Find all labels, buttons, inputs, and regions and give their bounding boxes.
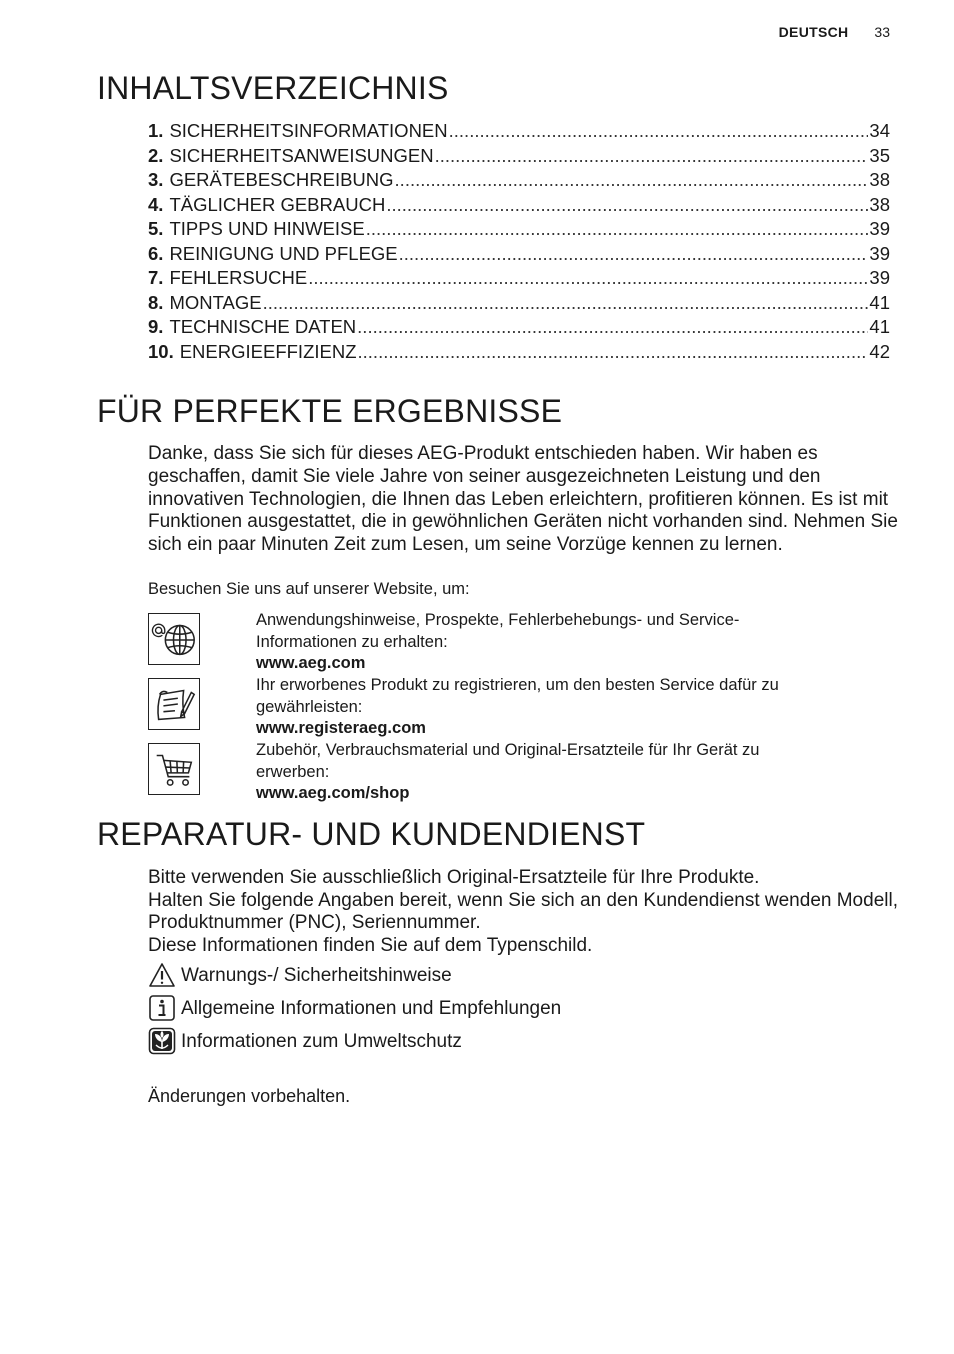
- changes-note: Änderungen vorbehalten.: [148, 1086, 351, 1106]
- toc-item-page: 38: [869, 169, 890, 190]
- info-icon: [148, 994, 176, 1022]
- register-website-link[interactable]: www.registeraeg.com: [256, 719, 426, 738]
- toc-item-page: 42: [869, 340, 890, 362]
- legend-label: Informationen zum Umweltschutz: [181, 1031, 462, 1052]
- toc-item-title: ENERGIEEFFIZIENZ: [179, 340, 357, 362]
- toc-item[interactable]: [148, 218, 890, 243]
- toc-item[interactable]: [148, 145, 890, 170]
- service-heading: REPARATUR- UND KUNDENDIENST: [97, 816, 646, 852]
- toc-item-title: TIPPS UND HINWEISE: [169, 218, 365, 239]
- toc-leader-dots: [449, 120, 869, 142]
- toc-item-number: 1.: [148, 120, 164, 141]
- toc-leader-dots: [357, 316, 868, 338]
- service-line: Diese Informationen finden Sie auf dem Typenschild.: [148, 934, 593, 956]
- toc-item[interactable]: [148, 243, 890, 268]
- legend-label: Allgemeine Informationen und Empfehlungen: [181, 998, 562, 1019]
- toc-item-number: 6.: [148, 242, 164, 264]
- warning-triangle-icon: [148, 961, 176, 989]
- toc-leader-dots: [435, 145, 869, 167]
- toc-item-title: SICHERHEITSANWEISUNGEN: [169, 144, 434, 166]
- toc-item-number: 4.: [148, 193, 164, 215]
- toc-leader-dots: [386, 194, 868, 216]
- toc-item-page: 38: [869, 193, 890, 215]
- web-link-description: Zubehör, Verbrauchsmaterial und Original-Ersatzteile für Ihr Gerät zu erwerben:: [256, 741, 760, 781]
- toc-item-title: TÄGLICHER GEBRAUCH: [169, 193, 386, 215]
- page-number: 33: [874, 24, 890, 40]
- visit-label: Besuchen Sie uns auf unserer Website, um:: [148, 580, 470, 598]
- toc-item-page: 34: [869, 120, 890, 141]
- toc-item-page: 39: [869, 267, 890, 288]
- globe-at-icon: [148, 613, 200, 665]
- web-link-text-block: [256, 675, 836, 740]
- toc-item-title: GERÄTEBESCHREIBUNG: [169, 169, 394, 190]
- web-link-item: [148, 678, 848, 740]
- legend-label: Warnungs-/ Sicherheitshinweise: [181, 965, 452, 986]
- toc-item-page: 41: [869, 291, 890, 313]
- toc-item[interactable]: [148, 120, 890, 145]
- service-line: Halten Sie folgende Angaben bereit, wenn Sie sich an den Kundendienst wenden Modell, Produktnummer (PNC), Seriennummer.: [148, 889, 898, 933]
- results-heading: FÜR PERFEKTE ERGEBNISSE: [97, 393, 563, 429]
- web-link-item: [148, 613, 848, 675]
- toc-item-title: MONTAGE: [169, 291, 262, 313]
- legend-item-warning: [148, 961, 748, 989]
- register-notepad-icon: [148, 678, 200, 730]
- toc-item[interactable]: [148, 316, 890, 341]
- shopping-cart-icon: [148, 743, 200, 795]
- legend-item-environment: [148, 1027, 748, 1055]
- service-text: [148, 867, 908, 957]
- toc-item-page: 41: [869, 316, 890, 337]
- toc-item-number: 2.: [148, 144, 164, 166]
- language-label: DEUTSCH: [778, 24, 849, 40]
- toc-item-number: 7.: [148, 267, 164, 288]
- toc-item-page: 39: [869, 242, 890, 264]
- toc-item[interactable]: [148, 292, 890, 317]
- service-line: Bitte verwenden Sie ausschließlich Original-Ersatzteile für Ihre Produkte.: [148, 867, 760, 888]
- web-link-text-block: [256, 740, 836, 805]
- web-link-description: Ihr erworbenes Produkt zu registrieren, um den besten Service dafür zu gewährleisten:: [256, 676, 779, 716]
- toc-item[interactable]: [148, 341, 890, 366]
- aeg-website-link[interactable]: www.aeg.com: [256, 654, 366, 673]
- legend-item-info: [148, 994, 748, 1022]
- environment-leaf-icon: [148, 1027, 176, 1055]
- toc-item-title: FEHLERSUCHE: [169, 267, 308, 288]
- toc-item-number: 8.: [148, 291, 164, 313]
- toc-leader-dots: [308, 267, 868, 289]
- web-link-description: Anwendungshinweise, Prospekte, Fehlerbehebungs- und Service-Informationen zu erhalten:: [256, 611, 740, 651]
- toc-item-number: 3.: [148, 169, 164, 190]
- web-link-item: [148, 743, 848, 805]
- intro-paragraph: Danke, dass Sie sich für dieses AEG-Produkt entschieden haben. Wir haben es geschaffen, damit Sie viele Jahre von seiner ausgezeichneten Leistung und den innovativen Technologien, die Ihnen das Leben erleichtern, profitieren können. Es ist mit Funktionen ausgestattet, die in gewöhnlichen Geräten nicht vorhanden sind. Nehmen Sie sich ein paar Minuten Zeit zum Lesen, um seine Vorzüge kennen zu lernen.: [148, 443, 898, 556]
- toc-heading: INHALTSVERZEICHNIS: [97, 70, 449, 106]
- toc-item-number: 9.: [148, 316, 164, 337]
- shop-website-link[interactable]: www.aeg.com/shop: [256, 784, 410, 803]
- toc-item-number: 5.: [148, 218, 164, 239]
- toc-item-title: SICHERHEITSINFORMATIONEN: [169, 120, 448, 141]
- toc-item-title: REINIGUNG UND PFLEGE: [169, 242, 398, 264]
- toc-item-title: TECHNISCHE DATEN: [169, 316, 357, 337]
- toc-item[interactable]: [148, 267, 890, 292]
- toc-leader-dots: [263, 292, 869, 314]
- toc-item-page: 35: [869, 144, 890, 166]
- toc-leader-dots: [366, 218, 869, 240]
- page-header: [779, 24, 890, 40]
- toc-item[interactable]: [148, 194, 890, 219]
- toc-leader-dots: [399, 243, 869, 265]
- toc-leader-dots: [395, 169, 869, 191]
- toc-leader-dots: [358, 341, 869, 363]
- web-link-text-block: [256, 610, 836, 675]
- toc-item-number: 10.: [148, 340, 174, 362]
- table-of-contents: [148, 120, 890, 365]
- toc-item[interactable]: [148, 169, 890, 194]
- toc-item-page: 39: [869, 218, 890, 239]
